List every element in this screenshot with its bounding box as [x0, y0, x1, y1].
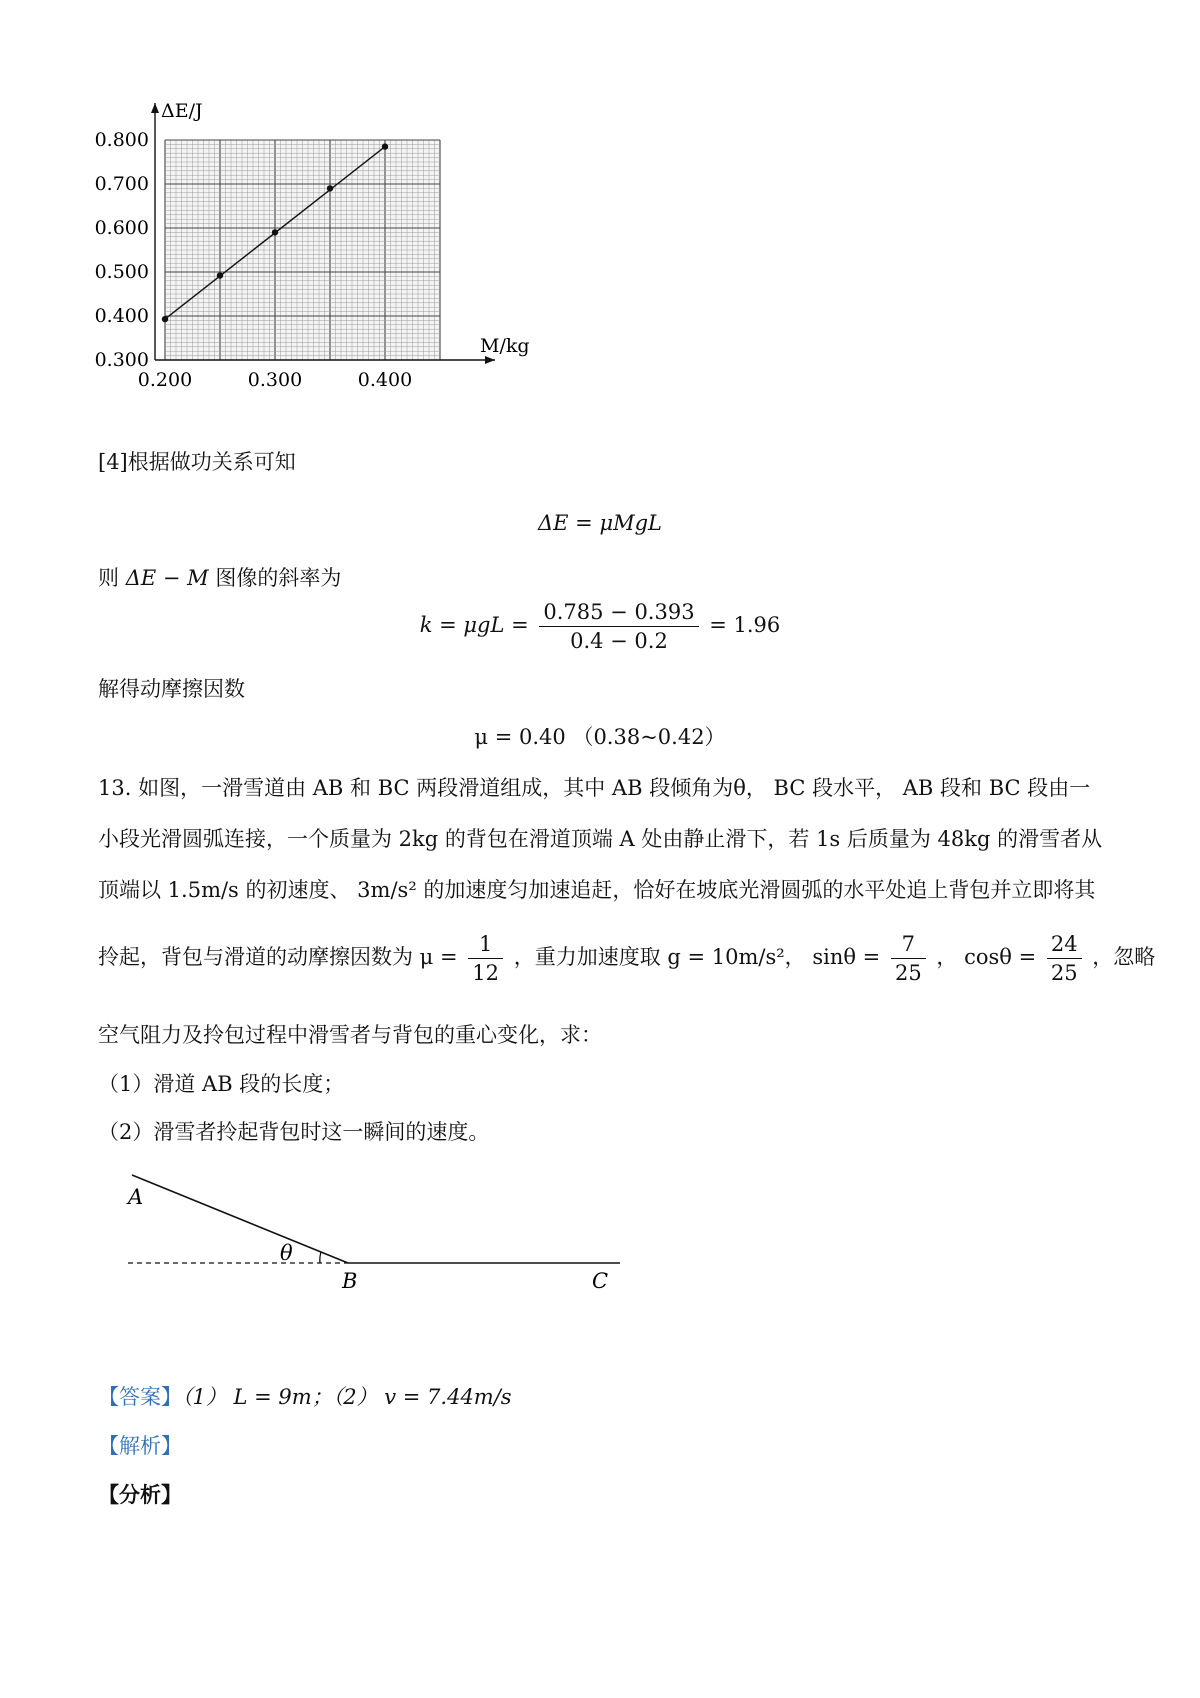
- sin-fraction: [891, 930, 926, 987]
- label-c: C: [592, 1269, 609, 1293]
- data-point: [327, 185, 333, 191]
- y-tick-label: 0.600: [94, 217, 149, 239]
- q13-line-4-b: ，重力加速度取 g = 10m/s²， sinθ =: [513, 945, 881, 969]
- y-tick-label: 0.400: [94, 305, 149, 327]
- q13-line-2: 小段光滑圆弧连接，一个质量为 2kg 的背包在滑道顶端 A 处由静止滑下，若 1s 后质量为 48kg 的滑雪者从: [98, 827, 1103, 851]
- slope-intro: [98, 563, 341, 593]
- slope-intro-prefix: 则: [98, 566, 119, 590]
- mu-numerator: 1: [468, 930, 503, 959]
- x-tick-label: 0.200: [137, 369, 193, 391]
- label-theta: θ: [280, 1241, 293, 1265]
- sin-denominator: 25: [894, 961, 922, 985]
- equation-delta-e: ΔE = μMgL: [538, 511, 662, 535]
- angle-arc: [320, 1252, 321, 1263]
- solve-text: 解得动摩擦因数: [98, 677, 245, 701]
- answer-line: [98, 1382, 512, 1412]
- y-axis-arrow: [151, 103, 159, 113]
- equation-slope: [0, 598, 1200, 655]
- q13-line-3: 顶端以 1.5m/s 的初速度、 3m/s² 的加速度匀加速追赶，恰好在坡底光滑圆弧的水平处追上背包并立即将其: [98, 878, 1096, 902]
- analysis-tag: 【解析】: [98, 1434, 182, 1458]
- step4-text: [4]根据做功关系可知: [98, 450, 296, 474]
- slope-intro-suffix: 图像的斜率为: [215, 566, 342, 590]
- answer-body: （1） L = 9m；（2） v = 7.44m/s: [182, 1385, 512, 1409]
- answer-tag: 【答案】: [98, 1385, 182, 1409]
- q13-line-4: [98, 930, 1155, 987]
- y-tick-label: 0.500: [94, 261, 149, 283]
- slope-numerator: 0.785 − 0.393: [539, 598, 698, 627]
- y-tick-label: 0.800: [94, 129, 149, 151]
- label-b: B: [342, 1269, 358, 1293]
- y-tick-label: 0.700: [94, 173, 149, 195]
- data-point: [162, 316, 168, 322]
- slope-rhs: = 1.96: [709, 613, 781, 637]
- mu-fraction: [468, 930, 503, 987]
- y-tick-label: 0.300: [94, 349, 149, 371]
- x-tick-label: 0.400: [357, 369, 413, 391]
- q13-line-1: 13. 如图，一滑雪道由 AB 和 BC 两段滑道组成，其中 AB 段倾角为θ， BC 段水平， AB 段和 BC 段由一: [98, 776, 1091, 800]
- mu-denominator: 12: [472, 961, 500, 985]
- x-tick-label: 0.300: [247, 369, 303, 391]
- delta-e-vs-m-chart: [90, 95, 570, 435]
- label-a: A: [128, 1185, 144, 1209]
- slope-lhs: k = μgL =: [419, 613, 529, 637]
- slope-ab-line: [132, 1175, 348, 1263]
- slope-fraction: [539, 598, 698, 655]
- chart-grid: [165, 140, 440, 360]
- sin-numerator: 7: [891, 930, 926, 959]
- q13-line-4-c: ， cosθ =: [936, 945, 1037, 969]
- q13-line-4-a: 拎起，背包与滑道的动摩擦因数为 μ =: [98, 945, 458, 969]
- question-part-2: （2）滑雪者拎起背包时这一瞬间的速度。: [98, 1120, 490, 1144]
- question-part-1: （1）滑道 AB 段的长度；: [98, 1072, 345, 1096]
- fenxi-tag: 【分析】: [98, 1482, 182, 1507]
- equation-mu: μ = 0.40 （0.38~0.42）: [474, 725, 726, 749]
- slope-denominator: 0.4 − 0.2: [570, 629, 668, 653]
- cos-numerator: 24: [1047, 930, 1082, 959]
- data-point: [272, 229, 278, 235]
- x-axis-label: M/kg: [480, 335, 530, 357]
- q13-line-4-d: ，忽略: [1092, 945, 1156, 969]
- x-axis-arrow: [485, 356, 495, 364]
- data-point: [382, 143, 388, 149]
- cos-fraction: [1047, 930, 1082, 987]
- ski-slope-diagram: [110, 1160, 630, 1300]
- slope-intro-variable: ΔE − M: [125, 566, 209, 590]
- data-point: [217, 272, 223, 278]
- cos-denominator: 25: [1050, 961, 1078, 985]
- q13-line-5: 空气阻力及拎包过程中滑雪者与背包的重心变化，求：: [98, 1023, 602, 1047]
- y-axis-label: ΔE/J: [161, 100, 203, 122]
